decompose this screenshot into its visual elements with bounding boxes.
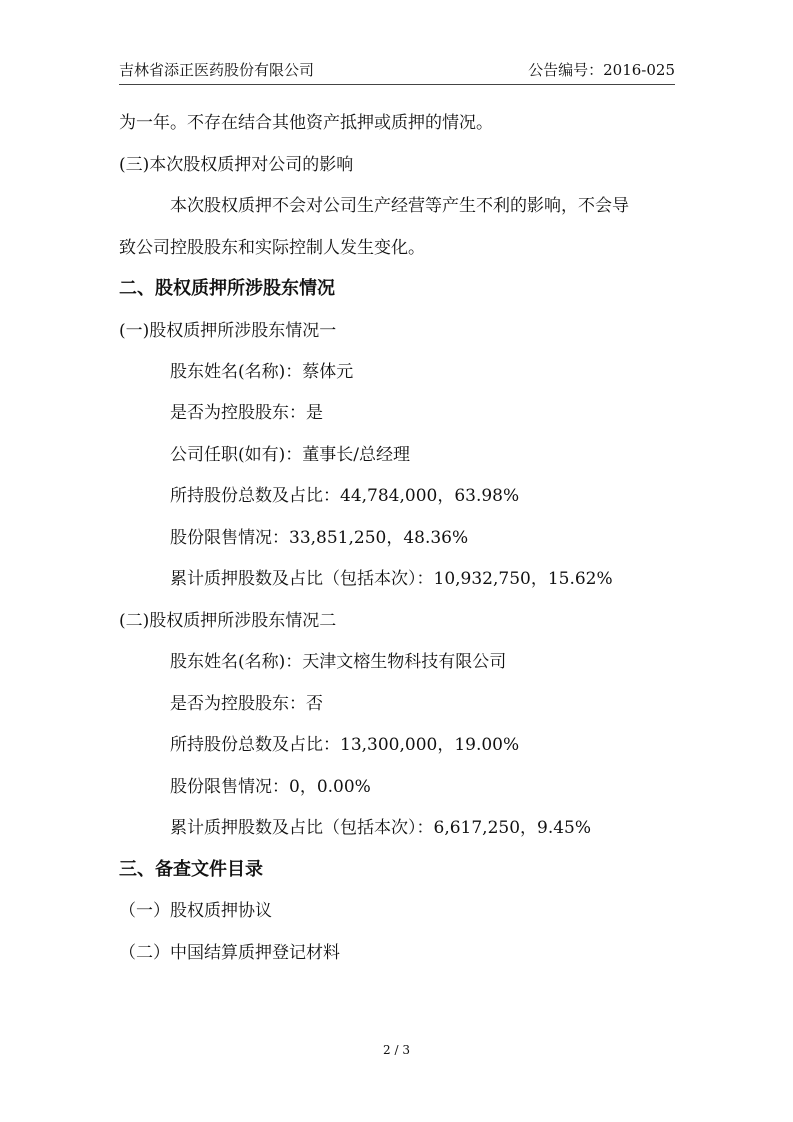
shareholder-1-title: (一)股权质押所涉股东情况一 bbox=[119, 321, 337, 341]
shareholder-2-controlling: 是否为控股股东：否 bbox=[170, 694, 323, 714]
shareholder-2-total-shares: 所持股份总数及占比：13,300,000，19.00% bbox=[170, 735, 520, 755]
shareholder-2-pledged-shares: 累计质押股数及占比（包括本次）：6,617,250，9.45% bbox=[170, 818, 592, 838]
section-3-title: (三)本次股权质押对公司的影响 bbox=[119, 155, 354, 175]
heading-2: 二、股权质押所涉股东情况 bbox=[119, 278, 335, 299]
page-number: 2 / 3 bbox=[383, 1043, 410, 1057]
company-name: 吉林省添正医药股份有限公司 bbox=[119, 61, 315, 79]
shareholder-1-name: 股东姓名(名称)：蔡体元 bbox=[170, 362, 354, 382]
section-3-text-line-1: 本次股权质押不会对公司生产经营等产生不利的影响，不会导 bbox=[170, 196, 629, 216]
heading-3: 三、备查文件目录 bbox=[119, 859, 263, 880]
shareholder-1-controlling: 是否为控股股东：是 bbox=[170, 403, 323, 423]
shareholder-2-restricted-shares: 股份限售情况：0，0.00% bbox=[170, 777, 371, 797]
notice-number: 公告编号：2016-025 bbox=[528, 61, 675, 79]
shareholder-2-name: 股东姓名(名称)：天津文榕生物科技有限公司 bbox=[170, 652, 507, 672]
shareholder-1-total-shares: 所持股份总数及占比：44,784,000，63.98% bbox=[170, 486, 520, 506]
page-header bbox=[119, 56, 675, 85]
shareholder-1-restricted-shares: 股份限售情况：33,851,250，48.36% bbox=[170, 528, 469, 548]
paragraph-continuation: 为一年。不存在结合其他资产抵押或质押的情况。 bbox=[119, 113, 493, 133]
shareholder-1-pledged-shares: 累计质押股数及占比（包括本次）：10,932,750，15.62% bbox=[170, 569, 613, 589]
shareholder-2-title: (二)股权质押所涉股东情况二 bbox=[119, 611, 337, 631]
reference-doc-2: （二）中国结算质押登记材料 bbox=[119, 943, 340, 963]
section-3-text-line-2: 致公司控股股东和实际控制人发生变化。 bbox=[119, 238, 425, 258]
reference-doc-1: （一）股权质押协议 bbox=[119, 901, 272, 921]
shareholder-1-position: 公司任职(如有)：董事长/总经理 bbox=[170, 445, 410, 465]
